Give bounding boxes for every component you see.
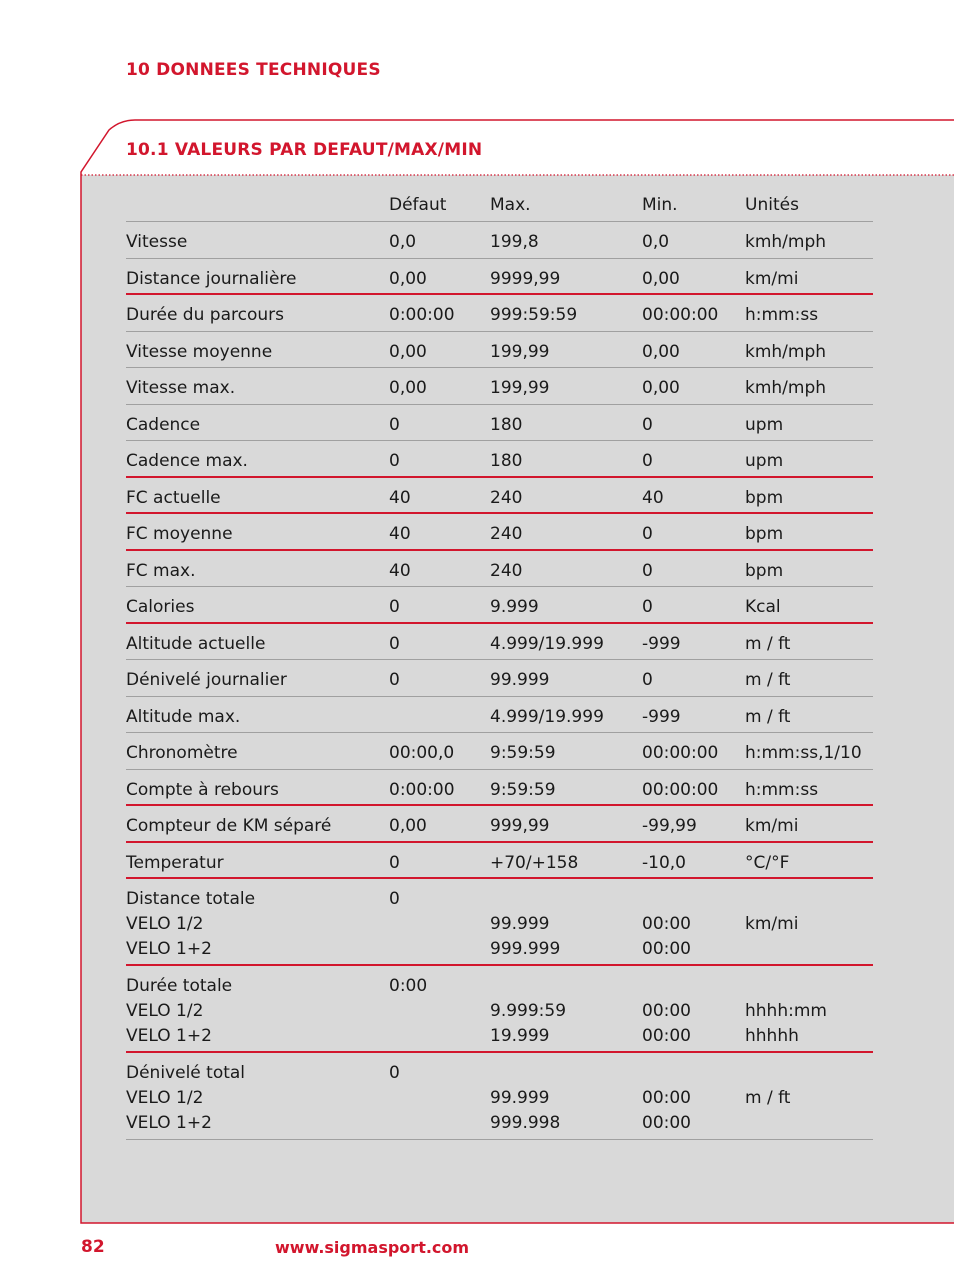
- cell-line: 0:00: [389, 976, 428, 996]
- cell-default: 0: [389, 451, 400, 471]
- cell-line: 999.998: [490, 1113, 561, 1133]
- cell-default: 40: [389, 524, 411, 544]
- cell-min: 00:00:00: [642, 305, 719, 325]
- cell-default: 0:00:00: [389, 779, 455, 800]
- table-row: [126, 660, 873, 697]
- cell-label: [126, 887, 389, 962]
- cell-max: 240: [490, 524, 523, 544]
- cell-min: 0: [642, 670, 653, 690]
- cell-default: 0: [389, 670, 400, 690]
- cell-default: [389, 1061, 490, 1136]
- cell-line: [389, 999, 490, 1024]
- cell-line: [490, 887, 642, 912]
- cell-line: Dénivelé total: [126, 1063, 246, 1083]
- cell-max: 199,99: [490, 341, 550, 362]
- cell-default: 0,0: [389, 232, 417, 252]
- table-row-multi: [126, 966, 873, 1053]
- cell-min: 0,00: [642, 378, 680, 398]
- cell-min: 0: [642, 414, 653, 435]
- cell-label: Dénivelé journalier: [126, 670, 287, 690]
- cell-line: [389, 937, 490, 962]
- cell-min: 40: [642, 487, 664, 508]
- cell-units: m / ft: [745, 706, 791, 727]
- cell-min: 0,0: [642, 232, 670, 252]
- cell-units: Kcal: [745, 597, 781, 617]
- cell-max: [490, 887, 642, 962]
- cell-line: hhhh:mm: [745, 1001, 827, 1021]
- cell-max: +70/+158: [490, 852, 579, 873]
- cell-min: -99,99: [642, 816, 697, 836]
- cell-line: Distance totale: [126, 889, 256, 909]
- cell-units: °C/°F: [745, 852, 790, 873]
- cell-line: [389, 1111, 490, 1136]
- cell-default: 0,00: [389, 268, 427, 289]
- cell-units: [745, 974, 873, 1049]
- cell-min: 0: [642, 560, 653, 581]
- cell-line: [745, 887, 873, 912]
- cell-label: Chronomètre: [126, 743, 238, 763]
- table-row: [126, 843, 873, 880]
- cell-line: [642, 974, 745, 999]
- cell-default: 00:00,0: [389, 743, 455, 763]
- cell-default: 40: [389, 560, 411, 581]
- cell-min: 0: [642, 597, 653, 617]
- cell-line: VELO 1/2: [126, 1001, 204, 1021]
- header-min: Min.: [642, 195, 678, 215]
- cell-min: 0,00: [642, 341, 680, 362]
- cell-max: 9:59:59: [490, 743, 556, 763]
- cell-line: 00:00: [642, 914, 691, 934]
- cell-min: [642, 974, 745, 1049]
- cell-max: 180: [490, 451, 523, 471]
- cell-default: 0: [389, 633, 400, 654]
- table-row: [126, 295, 873, 332]
- header-max: Max.: [490, 195, 531, 215]
- cell-units: upm: [745, 414, 784, 435]
- cell-units: kmh/mph: [745, 341, 827, 362]
- cell-line: [745, 937, 873, 962]
- cell-label: Cadence: [126, 414, 201, 435]
- cell-line: VELO 1/2: [126, 914, 204, 934]
- section-title: 10.1 VALEURS PAR DEFAUT/MAX/MIN: [126, 140, 483, 160]
- cell-line: [745, 974, 873, 999]
- cell-min: 00:00:00: [642, 779, 719, 800]
- cell-line: hhhhh: [745, 1026, 799, 1046]
- cell-default: [389, 974, 490, 1049]
- cell-label: FC max.: [126, 560, 196, 581]
- cell-line: [389, 1024, 490, 1049]
- cell-max: [490, 974, 642, 1049]
- table-row: [126, 770, 873, 807]
- cell-line: 99.999: [490, 914, 550, 934]
- cell-label: Temperatur: [126, 852, 224, 873]
- cell-line: 00:00: [642, 939, 691, 959]
- cell-max: 240: [490, 560, 523, 581]
- table-row: [126, 697, 873, 734]
- chapter-heading: 10 DONNEES TECHNIQUES: [126, 60, 381, 80]
- cell-min: -999: [642, 633, 681, 654]
- cell-line: 0: [389, 889, 400, 909]
- cell-units: [745, 1061, 873, 1136]
- cell-label: FC actuelle: [126, 487, 221, 508]
- cell-line: 00:00: [642, 1001, 691, 1021]
- cell-max: 199,8: [490, 232, 539, 252]
- table-row: [126, 551, 873, 588]
- table-row: [126, 259, 873, 296]
- cell-label: FC moyenne: [126, 524, 233, 544]
- cell-default: [389, 887, 490, 962]
- table-row: [126, 806, 873, 843]
- table-row: [126, 332, 873, 369]
- cell-line: [745, 1111, 873, 1136]
- cell-line: 9.999:59: [490, 1001, 567, 1021]
- cell-line: [389, 912, 490, 937]
- footer-url: www.sigmasport.com: [275, 1238, 470, 1257]
- cell-max: 9.999: [490, 597, 539, 617]
- cell-units: m / ft: [745, 670, 791, 690]
- cell-units: km/mi: [745, 268, 799, 289]
- cell-max: 9:59:59: [490, 779, 556, 800]
- cell-max: 999:59:59: [490, 305, 578, 325]
- cell-units: upm: [745, 451, 784, 471]
- cell-label: Vitesse: [126, 232, 188, 252]
- cell-min: [642, 1061, 745, 1136]
- cell-units: h:mm:ss,1/10: [745, 743, 862, 763]
- cell-max: 9999,99: [490, 268, 561, 289]
- cell-line: 00:00: [642, 1026, 691, 1046]
- header-default: Défaut: [389, 195, 447, 215]
- cell-max: 240: [490, 487, 523, 508]
- cell-max: 99.999: [490, 670, 550, 690]
- cell-line: 999.999: [490, 939, 561, 959]
- header-units: Unités: [745, 195, 799, 215]
- cell-line: [490, 974, 642, 999]
- cell-line: 00:00: [642, 1113, 691, 1133]
- table-row: [126, 624, 873, 661]
- cell-default: 0,00: [389, 378, 427, 398]
- table-row-multi: [126, 1053, 873, 1140]
- cell-line: [389, 1086, 490, 1111]
- table-row: [126, 478, 873, 515]
- cell-default: 0: [389, 414, 400, 435]
- table-row: [126, 587, 873, 624]
- cell-max: 4.999/19.999: [490, 633, 604, 654]
- cell-default: 0,00: [389, 341, 427, 362]
- cell-line: [745, 1061, 873, 1086]
- cell-min: -999: [642, 706, 681, 727]
- cell-default: 0: [389, 852, 400, 873]
- cell-label: Altitude max.: [126, 706, 241, 727]
- cell-max: 180: [490, 414, 523, 435]
- cell-line: [642, 887, 745, 912]
- table-header-row: [126, 186, 873, 222]
- cell-line: 99.999: [490, 1088, 550, 1108]
- cell-label: Distance journalière: [126, 268, 297, 289]
- cell-units: [745, 887, 873, 962]
- cell-units: m / ft: [745, 633, 791, 654]
- cell-default: 0: [389, 597, 400, 617]
- cell-units: h:mm:ss: [745, 779, 819, 800]
- defaults-table: [126, 186, 873, 1140]
- cell-label: Compteur de KM séparé: [126, 816, 332, 836]
- cell-units: km/mi: [745, 816, 799, 836]
- cell-units: bpm: [745, 487, 784, 508]
- cell-label: Vitesse moyenne: [126, 341, 273, 362]
- cell-min: 00:00:00: [642, 743, 719, 763]
- cell-units: kmh/mph: [745, 232, 827, 252]
- cell-label: [126, 974, 389, 1049]
- cell-units: bpm: [745, 560, 784, 581]
- cell-line: VELO 1+2: [126, 1026, 212, 1046]
- cell-default: 0:00:00: [389, 305, 455, 325]
- cell-max: 4.999/19.999: [490, 706, 604, 727]
- cell-default: 0,00: [389, 816, 427, 836]
- cell-line: Durée totale: [126, 976, 233, 996]
- table-row: [126, 405, 873, 442]
- table-row: [126, 441, 873, 478]
- cell-line: m / ft: [745, 1088, 791, 1108]
- table-row: [126, 222, 873, 259]
- cell-min: -10,0: [642, 852, 686, 873]
- cell-max: [490, 1061, 642, 1136]
- cell-line: km/mi: [745, 914, 799, 934]
- cell-line: [490, 1061, 642, 1086]
- cell-line: 19.999: [490, 1026, 550, 1046]
- cell-label: Durée du parcours: [126, 305, 284, 325]
- cell-line: [642, 1061, 745, 1086]
- cell-line: VELO 1/2: [126, 1088, 204, 1108]
- table-row: [126, 514, 873, 551]
- cell-label: Calories: [126, 597, 195, 617]
- cell-label: [126, 1061, 389, 1136]
- cell-min: [642, 887, 745, 962]
- cell-units: h:mm:ss: [745, 305, 819, 325]
- cell-default: 40: [389, 487, 411, 508]
- table-row: [126, 368, 873, 405]
- cell-min: 0: [642, 451, 653, 471]
- cell-label: Vitesse max.: [126, 378, 236, 398]
- cell-line: VELO 1+2: [126, 1113, 212, 1133]
- cell-line: 00:00: [642, 1088, 691, 1108]
- cell-max: 199,99: [490, 378, 550, 398]
- cell-label: Compte à rebours: [126, 779, 279, 800]
- cell-max: 999,99: [490, 816, 550, 836]
- cell-line: VELO 1+2: [126, 939, 212, 959]
- cell-label: Cadence max.: [126, 451, 248, 471]
- table-row-multi: [126, 879, 873, 966]
- page-number: 82: [81, 1237, 105, 1257]
- cell-units: bpm: [745, 524, 784, 544]
- cell-min: 0,00: [642, 268, 680, 289]
- cell-label: Altitude actuelle: [126, 633, 266, 654]
- cell-line: 0: [389, 1063, 400, 1083]
- cell-min: 0: [642, 524, 653, 544]
- cell-units: kmh/mph: [745, 378, 827, 398]
- table-row: [126, 733, 873, 770]
